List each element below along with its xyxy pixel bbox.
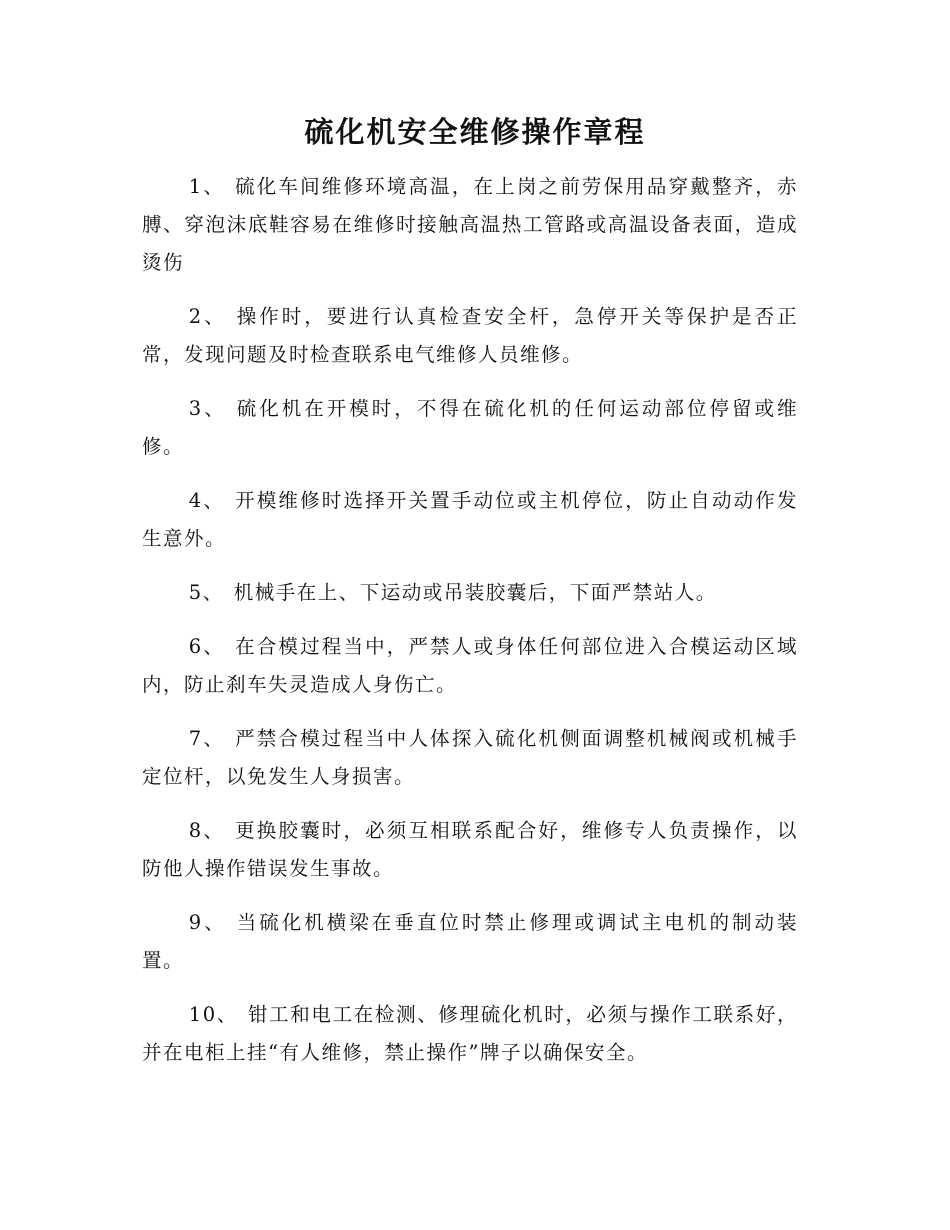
item-number: 1、	[188, 175, 226, 198]
item-number: 10、	[188, 1003, 238, 1026]
item-text: 钳工和电工在检测、修理硫化机时，必须与操作工联系好，并在电柜上挂“有人维修，禁止操作”牌子以确保安全。	[142, 1003, 798, 1064]
item-number: 6、	[188, 635, 226, 658]
item-number: 3、	[188, 397, 227, 420]
item-text: 更换胶囊时，必须互相联系配合好，维修专人负责操作，以防他人操作错误发生事故。	[142, 819, 798, 880]
item-text: 严禁合模过程当中人体探入硫化机侧面调整机械阀或机械手定位杆，以免发生人身损害。	[142, 727, 798, 788]
document-title: 硫化机安全维修操作章程	[304, 115, 646, 149]
document-body	[142, 168, 798, 1088]
item-text: 硫化机在开模时，不得在硫化机的任何运动部位停留或维修。	[142, 397, 798, 458]
item-text: 开模维修时选择开关置手动位或主机停位，防止自动动作发生意外。	[142, 489, 798, 550]
item-number: 7、	[188, 727, 226, 750]
item-number: 8、	[188, 819, 226, 842]
list-item	[142, 720, 798, 796]
item-number: 5、	[188, 581, 224, 604]
item-number: 2、	[188, 305, 227, 328]
item-text: 当硫化机横梁在垂直位时禁止修理或调试主电机的制动装置。	[142, 911, 798, 972]
item-text: 在合模过程当中，严禁人或身体任何部位进入合模运动区域内，防止刹车失灵造成人身伤亡。	[142, 635, 798, 696]
list-item	[142, 482, 798, 558]
list-item	[142, 812, 798, 888]
item-text: 操作时，要进行认真检查安全杆，急停开关等保护是否正常，发现问题及时检查联系电气维修人员维修。	[142, 305, 798, 366]
list-item	[142, 904, 798, 980]
item-text: 机械手在上、下运动或吊装胶囊后，下面严禁站人。	[233, 581, 717, 604]
list-item	[142, 298, 798, 374]
list-item	[142, 168, 798, 282]
list-item	[142, 628, 798, 704]
item-number: 9、	[188, 911, 227, 934]
item-text: 硫化车间维修环境高温，在上岗之前劳保用品穿戴整齐，赤膊、穿泡沫底鞋容易在维修时接触高温热工管路或高温设备表面，造成烫伤	[142, 175, 798, 274]
list-item	[142, 390, 798, 466]
list-item	[142, 996, 798, 1072]
item-number: 4、	[188, 489, 226, 512]
list-item	[142, 574, 798, 612]
